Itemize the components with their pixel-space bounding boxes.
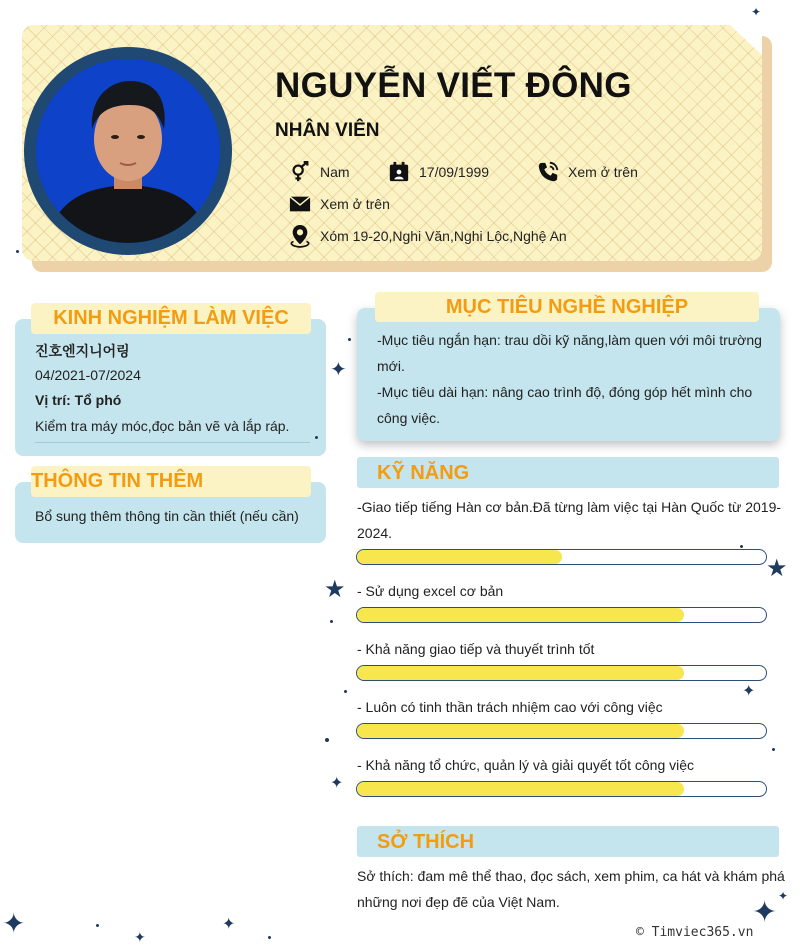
phone-value: Xem ở trên (568, 164, 638, 180)
extra-text: Bổ sung thêm thông tin cần thiết (nếu cần) (35, 508, 299, 524)
star-decoration: ✦ (330, 359, 347, 381)
location-pin-icon (288, 224, 312, 248)
skill-1-label-line2: 2024. (357, 525, 393, 541)
skill-5-bar (356, 781, 767, 797)
footer-watermark: © Timviec365.vn (636, 925, 754, 940)
experience-position: Vị trí: Tổ phó (35, 392, 122, 408)
dot-decoration (325, 738, 329, 742)
skills-title: KỸ NĂNG (377, 462, 470, 484)
skill-2-bar (356, 607, 767, 623)
skill-4-bar (356, 723, 767, 739)
phone-info (536, 160, 638, 184)
skill-1-bar (356, 549, 767, 565)
dot-decoration (344, 690, 347, 693)
email-info (288, 192, 390, 216)
dot-decoration (16, 250, 19, 253)
skill-3-fill (357, 666, 684, 680)
skill-1-fill (357, 550, 562, 564)
objective-short-line2: mới. (377, 358, 405, 374)
experience-divider (35, 442, 310, 443)
dot-decoration (772, 748, 775, 751)
gender-icon (288, 160, 312, 184)
skill-4-fill (357, 724, 684, 738)
star-decoration: ★ (766, 555, 788, 582)
skill-2-fill (357, 608, 684, 622)
extra-title: THÔNG TIN THÊM (31, 466, 311, 497)
dob-info (387, 160, 489, 184)
experience-period: 04/2021-07/2024 (35, 367, 141, 383)
skill-5-label: - Khả năng tổ chức, quản lý và giải quyết tốt công việc (357, 757, 695, 773)
phone-icon (536, 160, 560, 184)
gender-info (288, 160, 350, 184)
candidate-role: NHÂN VIÊN (275, 120, 380, 141)
skill-3-label: - Khả năng giao tiếp và thuyết trình tốt (357, 641, 595, 657)
candidate-name: NGUYỄN VIẾT ĐÔNG (275, 66, 632, 105)
objective-long-line1: -Mục tiêu dài hạn: nâng cao trình độ, đóng góp hết mình cho (377, 384, 753, 400)
objective-title: MỤC TIÊU NGHỀ NGHIỆP (375, 292, 759, 322)
hobbies-line1: Sở thích: đam mê thể thao, đọc sách, xem phim, ca hát và khám phá (357, 868, 785, 884)
star-decoration: ✦ (222, 916, 236, 933)
star-decoration: ✦ (752, 896, 778, 929)
star-decoration: ★ (324, 576, 346, 603)
skill-4-label: - Luôn có tinh thần trách nhiệm cao với công việc (357, 699, 663, 715)
dot-decoration (740, 545, 743, 548)
avatar (36, 59, 220, 243)
address-value: Xóm 19-20,Nghi Văn,Nghi Lộc,Nghệ An (320, 228, 567, 244)
avatar-portrait (36, 59, 220, 243)
address-info (288, 224, 567, 248)
star-decoration: ✦ (134, 929, 146, 945)
envelope-icon (288, 192, 312, 216)
star-decoration: ✦ (778, 889, 789, 903)
objective-short-line1: -Mục tiêu ngắn hạn: trau dồi kỹ năng,làm quen với môi trường (377, 332, 762, 348)
star-decoration: ✦ (2, 908, 26, 939)
objective-long-line2: công việc. (377, 410, 441, 426)
dot-decoration (348, 338, 351, 341)
calendar-icon (387, 160, 411, 184)
hobbies-line2: những nơi đẹp đẽ của Việt Nam. (357, 894, 560, 910)
gender-value: Nam (320, 164, 350, 180)
star-decoration: ✦ (330, 775, 344, 792)
dot-decoration (315, 436, 318, 439)
dot-decoration (330, 620, 333, 623)
skill-2-label: - Sử dụng excel cơ bản (357, 583, 504, 599)
skill-3-bar (356, 665, 767, 681)
hobbies-title: SỞ THÍCH (377, 831, 475, 853)
star-decoration: ✦ (742, 683, 756, 700)
dob-value: 17/09/1999 (419, 164, 490, 180)
experience-title: KINH NGHIỆM LÀM VIỆC (31, 303, 311, 334)
star-decoration: ✦ (751, 5, 762, 19)
dot-decoration (96, 924, 99, 927)
experience-company: 진호엔지니어링 (35, 343, 130, 359)
experience-description: Kiểm tra máy móc,đọc bản vẽ và lắp ráp. (35, 418, 290, 434)
skill-5-fill (357, 782, 684, 796)
email-value: Xem ở trên (320, 196, 390, 212)
dot-decoration (268, 936, 271, 939)
skill-1-label: -Giao tiếp tiếng Hàn cơ bản.Đã từng làm việc tại Hàn Quốc từ 2019- (357, 499, 782, 515)
